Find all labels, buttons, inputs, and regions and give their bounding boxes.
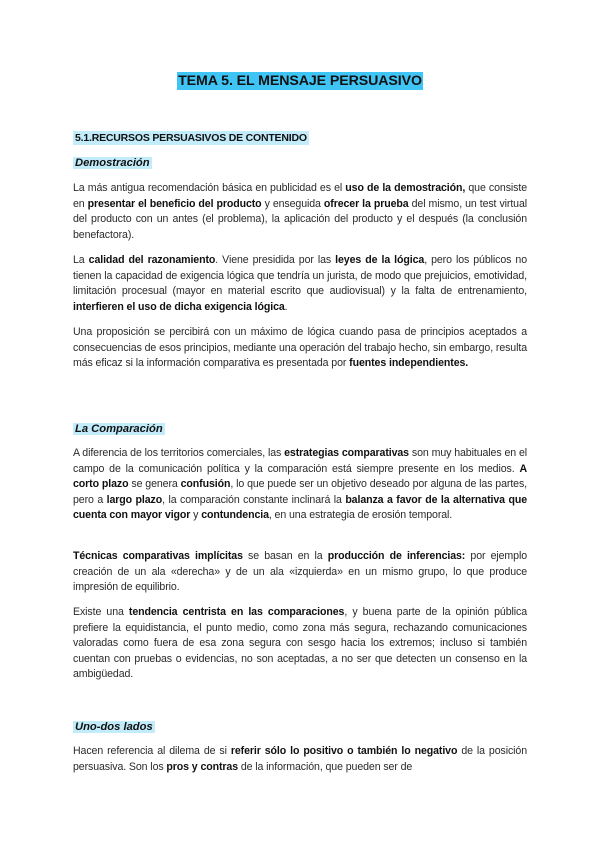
bold-phrase: balanza a favor de la alternativa que cuenta con mayor vigor	[73, 493, 527, 522]
paragraph-2	[73, 253, 527, 315]
text-run: A diferencia de los territorios comerciales, las	[73, 447, 285, 459]
paragraph-4	[73, 446, 527, 524]
text-run: . Viene presidida por las	[215, 254, 336, 266]
text-run: La más antigua recomendación básica en publicidad es el	[73, 182, 346, 194]
bold-phrase: pros y contras	[166, 760, 239, 773]
text-run: , y buena parte de la opinión pública prefiere la equidistancia, el punto medio, como zona más segura, rechazando comunicaciones valoradas como fuera de esa zona segura con sesgo hacia los extremos; incluso si también cuentan con pruebas o evidencias, no son aceptadas, a no ser que detecten un consenso en la ambigüedad.	[73, 606, 527, 681]
text-run: por ejemplo creación de un ala «derecha» y de un ala «izquierda» en un mismo grupo, lo que produce impresión de equilibrio.	[73, 550, 527, 594]
bold-phrase: A corto plazo	[73, 462, 527, 491]
text-run: se basan en la	[242, 550, 328, 562]
text-run: La	[73, 254, 89, 266]
bold-phrase: interfieren el uso de dicha exigencia lógica	[73, 300, 285, 313]
bold-phrase: confusión	[180, 478, 231, 491]
text-run: , en una estrategia de erosión temporal.	[268, 509, 453, 522]
bold-phrase: referir sólo lo positivo o también lo negativo	[230, 745, 458, 757]
text-run: , pero los públicos no tienen la capacidad de exigencia lógica que tendría un jurista, de modo que prejuicios, emotividad, limitación procesual (mayor en material escrito que audiovisual) y la falta de entrenamiento,	[73, 254, 527, 298]
text-run: se genera	[128, 478, 181, 491]
bold-phrase: presentar el beneficio del producto	[87, 197, 262, 210]
bold-phrase: producción de inferencias:	[327, 550, 466, 562]
text-run: Hacen referencia al dilema de si	[73, 745, 231, 757]
paragraph-6	[73, 605, 527, 683]
text-run: del mismo, un test virtual del producto con un antes (el problema), la aplicación del producto y el después (la conclusión benefactora).	[73, 197, 527, 241]
bold-phrase: contundencia	[201, 509, 269, 522]
text-run: Existe una	[73, 606, 129, 618]
subheading-comparacion: La Comparación	[75, 423, 163, 435]
text-run: , la comparación constante inclinará la	[162, 493, 346, 506]
bold-phrase: tendencia centrista en las comparaciones	[128, 606, 345, 618]
paragraph-1	[73, 181, 527, 243]
subheading-uno-dos-lados: Uno-dos lados	[75, 721, 153, 733]
text-run: de la posición persuasiva. Son los	[73, 745, 527, 773]
text-run: y enseguida	[261, 197, 324, 210]
paragraph-5	[73, 549, 527, 596]
bold-phrase: largo plazo	[106, 493, 163, 506]
bold-phrase: fuentes independientes.	[349, 357, 469, 370]
bold-phrase: leyes de la lógica	[335, 254, 425, 266]
text-run: , lo que puede ser un objetivo deseado por alguna de las partes, pero a	[73, 478, 527, 506]
bold-phrase: estrategias comparativas	[284, 447, 409, 459]
bold-phrase: uso de la demostración,	[345, 182, 466, 194]
paragraph-3	[73, 325, 527, 372]
page-title: TEMA 5. EL MENSAJE PERSUASIVO	[178, 73, 422, 89]
bold-phrase: ofrecer la prueba	[323, 197, 409, 210]
text-run: que consiste en	[73, 182, 527, 210]
bold-phrase: calidad del razonamiento	[88, 254, 216, 266]
section-heading: 5.1.RECURSOS PERSUASIVOS DE CONTENIDO	[75, 132, 307, 144]
text-run: de la información, que pueden ser de	[238, 760, 413, 773]
paragraph-7	[73, 744, 527, 775]
text-run: Una proposición se percibirá con un máximo de lógica cuando pasa de principios aceptados a consecuencias de esos principios, mediante una operación del trabajo hecho, sin embargo, resulta más eficaz si la información comparativa es presentada por	[73, 326, 527, 370]
text-run: y	[190, 509, 202, 522]
text-run: .	[284, 300, 288, 313]
title-wrap	[0, 72, 600, 90]
bold-phrase: Técnicas comparativas implícitas	[73, 550, 243, 562]
text-run: son muy habituales en el campo de la comunicación política y la comparación está siempre presente en los medios.	[73, 447, 527, 475]
subheading-demostracion: Demostración	[75, 157, 150, 169]
